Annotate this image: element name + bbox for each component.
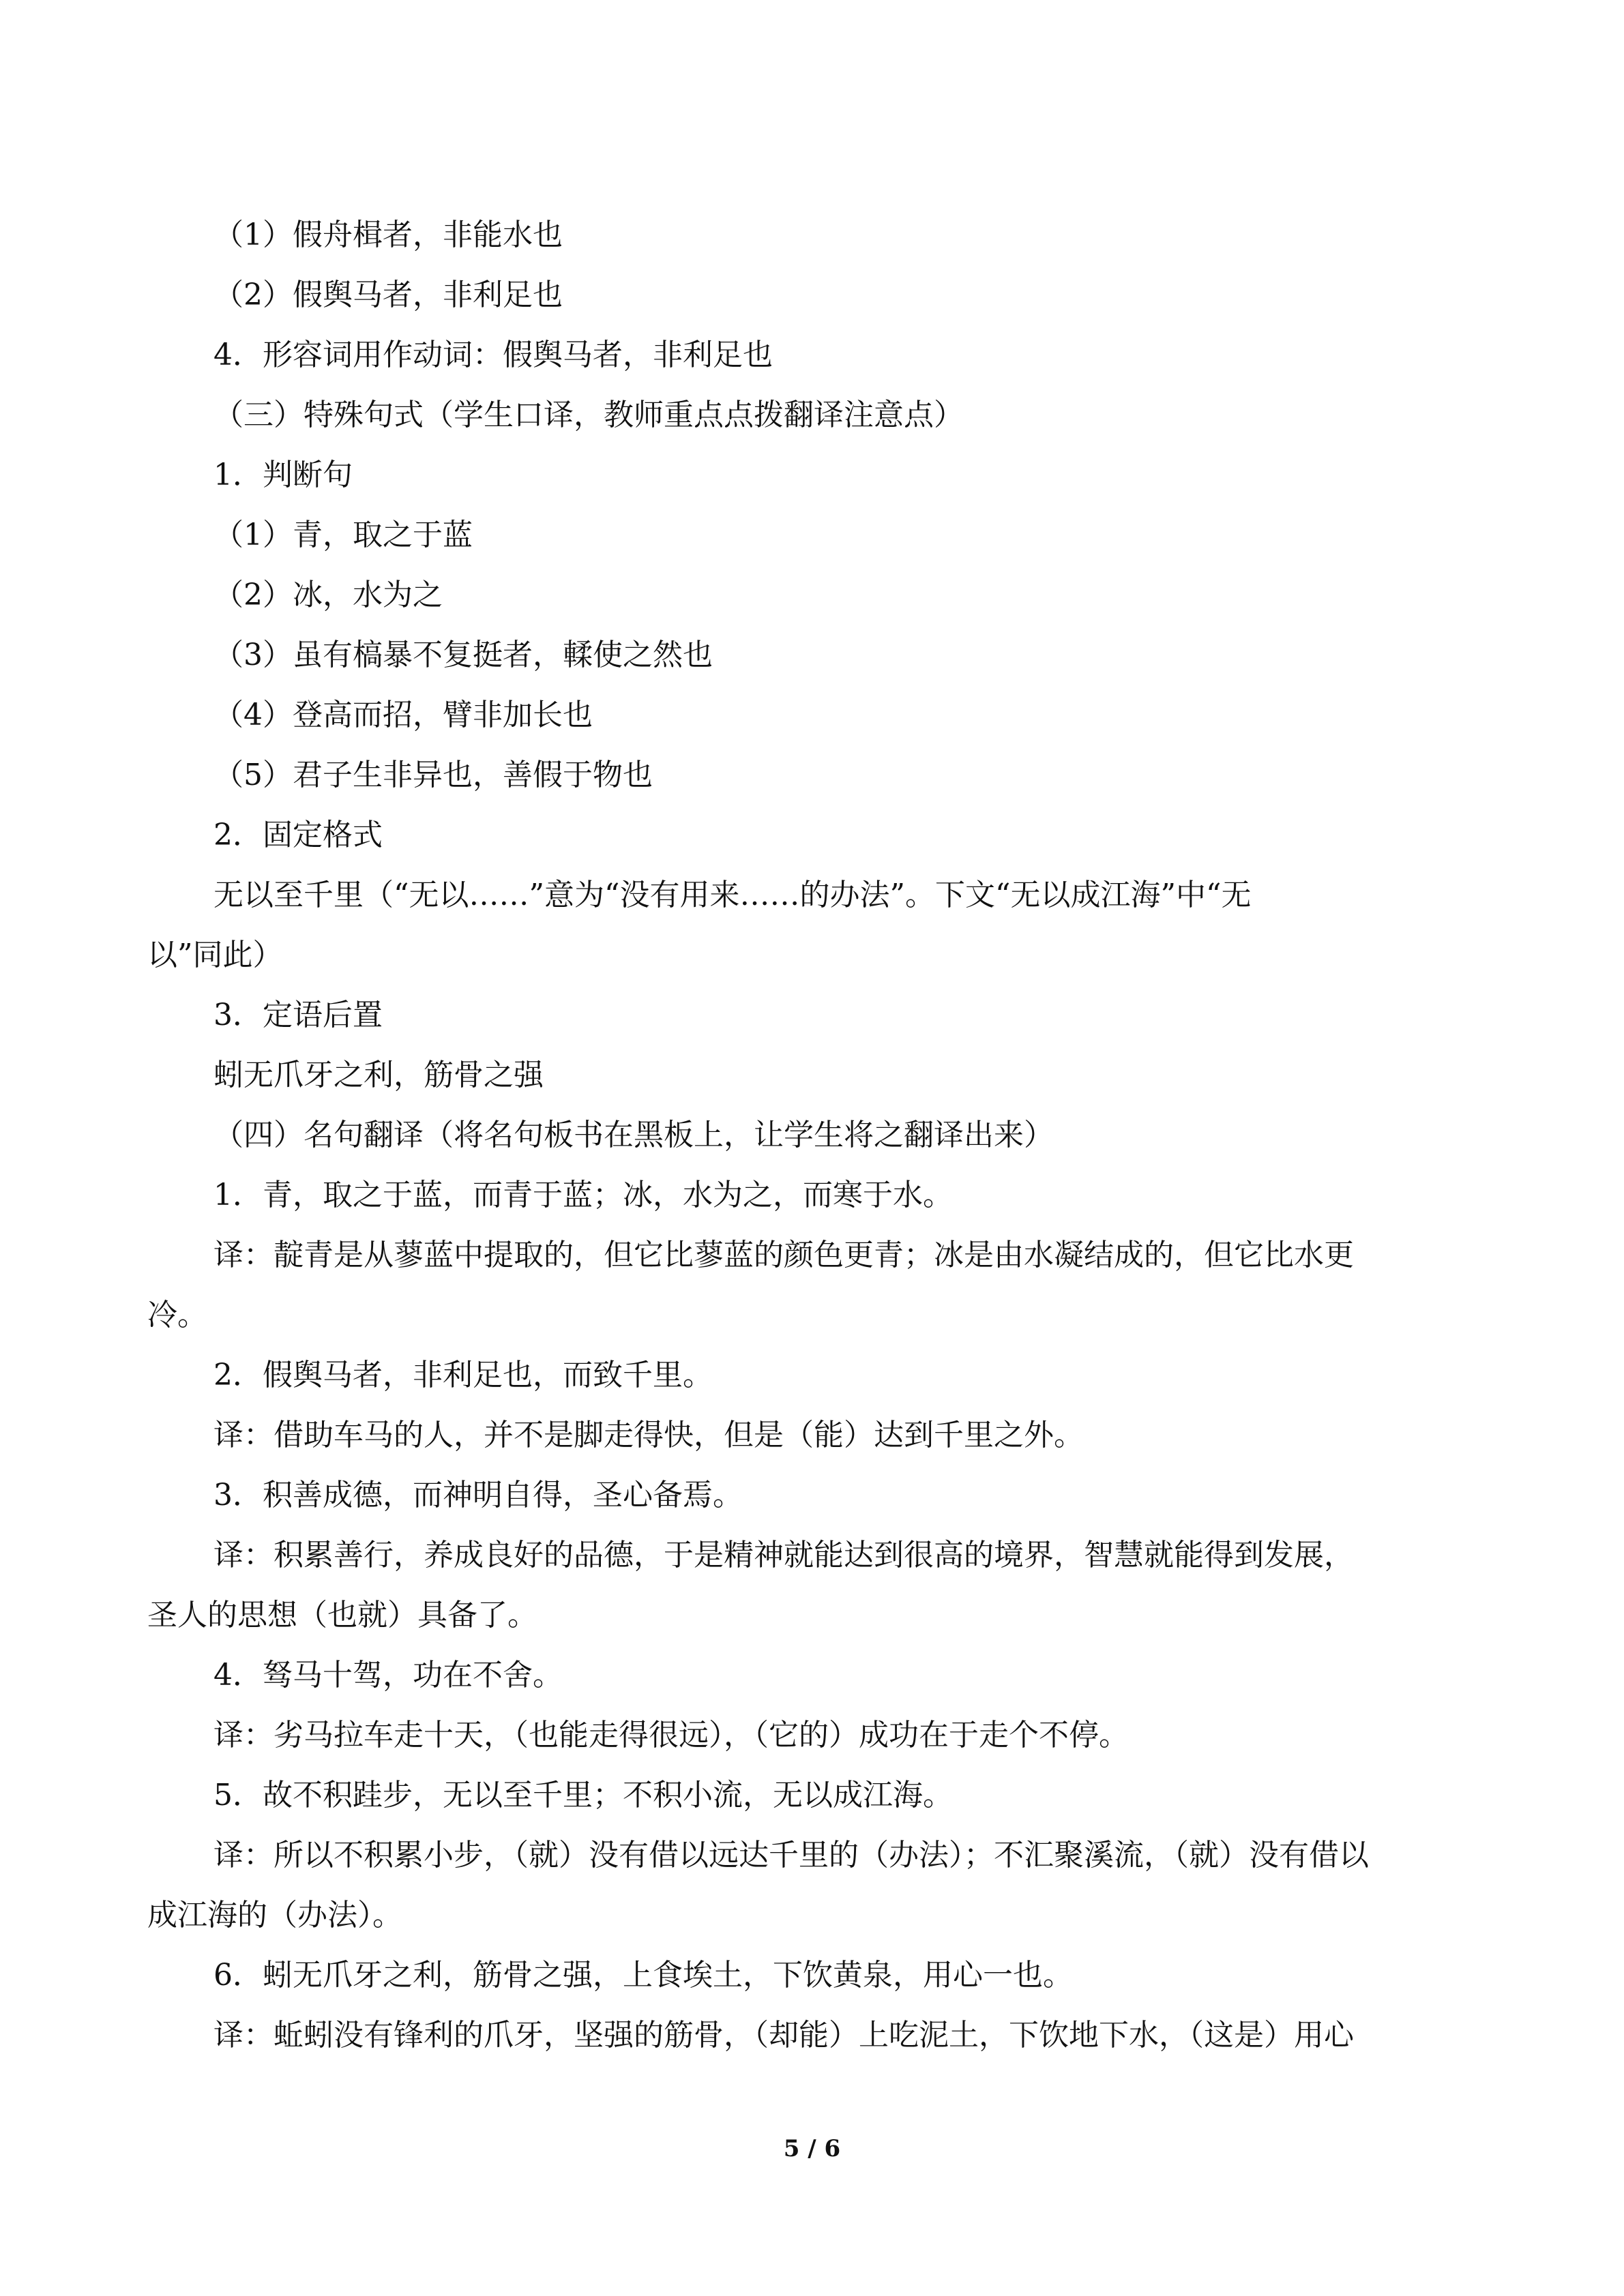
- text-line: 3．定语后置: [213, 998, 383, 1032]
- text-line: （1）青，取之于蓝: [213, 518, 473, 552]
- text-line: （1）假舟楫者，非能水也: [213, 218, 563, 252]
- text-line: 圣人的思想（也就）具备了。: [147, 1598, 537, 1632]
- text-line: 译：蚯蚓没有锋利的爪牙，坚强的筋骨，（却能）上吃泥土，下饮地下水，（这是）用心: [213, 2018, 1354, 2053]
- text-line: 6．蚓无爪牙之利，筋骨之强，上食埃土，下饮黄泉，用心一也。: [213, 1958, 1073, 1993]
- text-line: （4）登高而招，臂非加长也: [213, 698, 593, 732]
- text-line: 译：劣马拉车走十天，（也能走得很远），（它的）成功在于走个不停。: [213, 1718, 1129, 1753]
- text-line: 4．驽马十驾，功在不舍。: [213, 1658, 563, 1693]
- text-line: （2）冰，水为之: [213, 578, 443, 612]
- text-line: （5）君子生非异也，善假于物也: [213, 758, 653, 792]
- text-line: 译：所以不积累小步，（就）没有借以远达千里的（办法）；不汇聚溪流，（就）没有借以: [213, 1838, 1369, 1873]
- text-line: （2）假舆马者，非利足也: [213, 278, 563, 312]
- page-number: 5 / 6: [783, 2135, 841, 2162]
- text-line: 5．故不积跬步，无以至千里；不积小流，无以成江海。: [213, 1778, 953, 1813]
- text-line: 1．青，取之于蓝，而青于蓝；冰，水为之，而寒于水。: [213, 1178, 953, 1212]
- text-line: 3．积善成德，而神明自得，圣心备焉。: [213, 1478, 743, 1512]
- text-line: 冷。: [147, 1298, 207, 1332]
- section-heading: （四）名句翻译（将名句板书在黑板上，让学生将之翻译出来）: [213, 1118, 1054, 1152]
- text-line: 2．假舆马者，非利足也，而致千里。: [213, 1358, 713, 1392]
- text-line: 译：积累善行，养成良好的品德，于是精神就能达到很高的境界，智慧就能得到发展，: [213, 1538, 1354, 1572]
- text-line: 译：靛青是从蓼蓝中提取的，但它比蓼蓝的颜色更青；冰是由水凝结成的，但它比水更: [213, 1238, 1354, 1272]
- text-line: 无以至千里（“无以……”意为“没有用来……的办法”。下文“无以成江海”中“无: [213, 878, 1252, 912]
- text-line: 以”同此）: [147, 938, 283, 972]
- text-line: 译：借助车马的人，并不是脚走得快，但是（能）达到千里之外。: [213, 1418, 1084, 1452]
- section-heading: （三）特殊句式（学生口译，教师重点点拨翻译注意点）: [213, 398, 964, 432]
- text-line: （3）虽有槁暴不复挺者，輮使之然也: [213, 638, 713, 672]
- text-line: 4．形容词用作动词：假舆马者，非利足也: [213, 338, 773, 372]
- text-line: 2．固定格式: [213, 818, 383, 852]
- text-line: 成江海的（办法）。: [147, 1898, 402, 1933]
- text-line: 1．判断句: [213, 458, 353, 492]
- text-line: 蚓无爪牙之利，筋骨之强: [213, 1058, 544, 1092]
